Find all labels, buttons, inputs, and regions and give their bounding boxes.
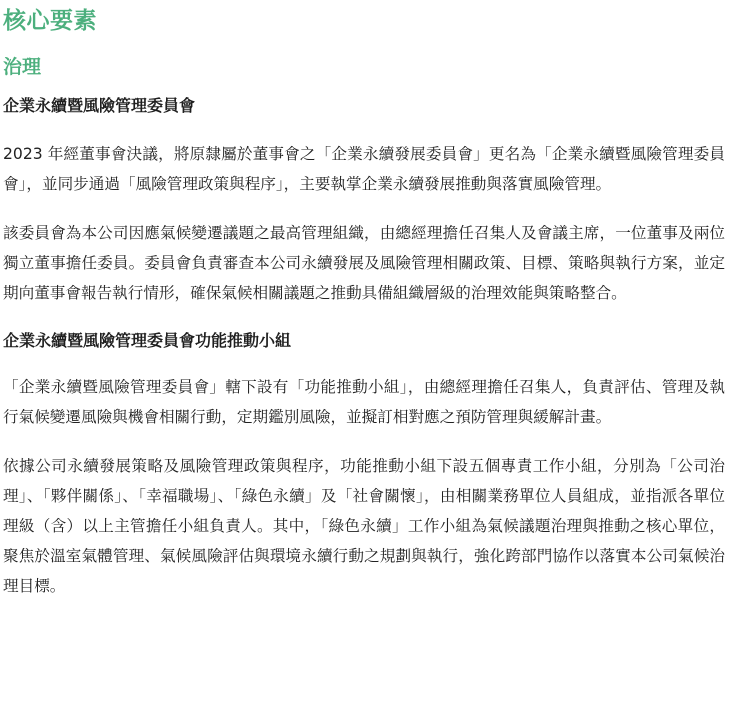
- paragraph-committee-rename: 2023 年經董事會決議，將原隸屬於董事會之「企業永續發展委員會」更名為「企業永續暨風險管理委員會」，並同步通過「風險管理政策與程序」，主要執掌企業永續發展推動與落實風險管理。: [3, 145, 725, 193]
- section-heading-task-force: 企業永續暨風險管理委員會功能推動小組: [3, 331, 292, 350]
- page-title: 核心要素: [3, 8, 97, 34]
- section-subtitle: 治理: [3, 56, 42, 78]
- paragraph-working-groups: 依據公司永續發展策略及風險管理政策與程序，功能推動小組下設五個專責工作小組，分別為「公司治理」、「夥伴關係」、「幸福職場」、「綠色永續」及「社會關懷」，由相關業務單位人員組成，並指派各單位理級（含）以上主管擔任小組負責人。其中，「綠色永續」工作小組為氣候議題治理與推動之核心單位，聚焦於溫室氣體管理、氣候風險評估與環境永續行動之規劃與執行，強化跨部門協作以落實本公司氣候治理目標。: [3, 457, 725, 595]
- paragraph-task-force-overview: 「企業永續暨風險管理委員會」轄下設有「功能推動小組」，由總經理擔任召集人，負責評估、管理及執行氣候變遷風險與機會相關行動，定期鑑別風險，並擬訂相對應之預防管理與緩解計畫。: [3, 378, 725, 426]
- section-heading-committee: 企業永續暨風險管理委員會: [3, 96, 196, 115]
- paragraph-committee-role: 該委員會為本公司因應氣候變遷議題之最高管理組織，由總經理擔任召集人及會議主席，一位董事及兩位獨立董事擔任委員。委員會負責審查本公司永續發展及風險管理相關政策、目標、策略與執行方案，並定期向董事會報告執行情形，確保氣候相關議題之推動具備組織層級的治理效能與策略整合。: [3, 224, 725, 302]
